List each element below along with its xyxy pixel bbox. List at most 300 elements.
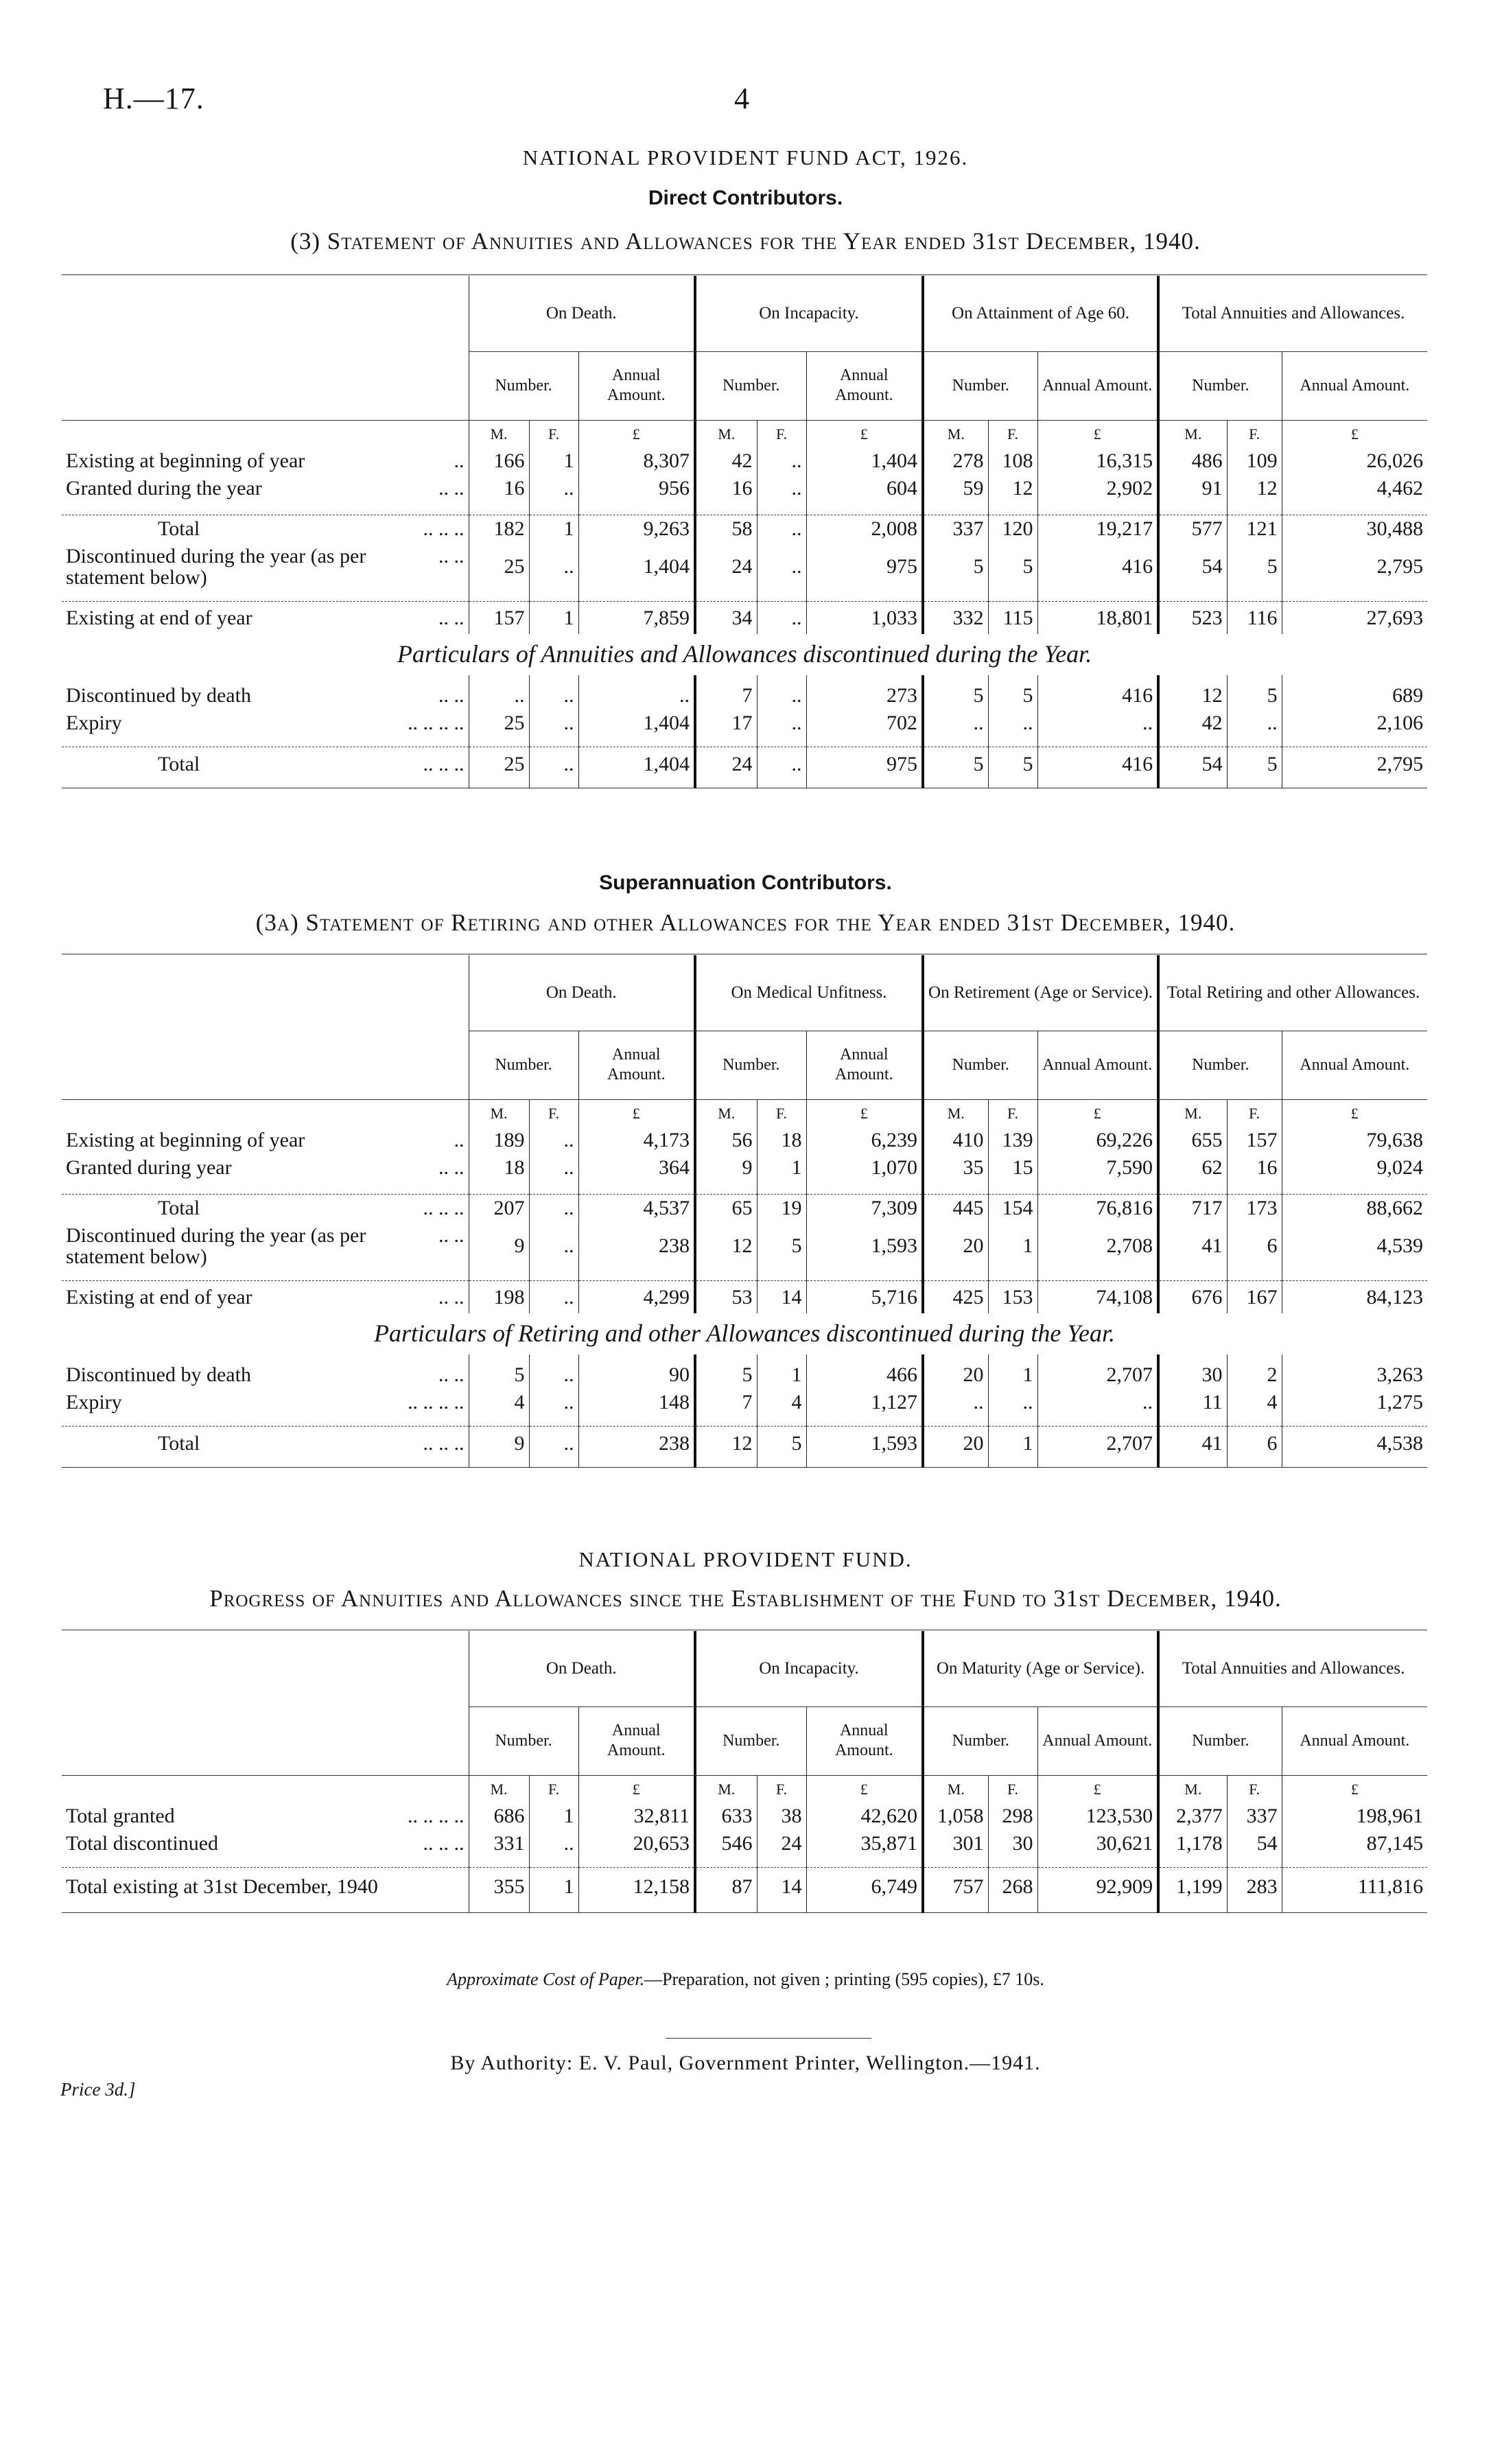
sec1-amount-header: Annual Amount. xyxy=(806,351,923,420)
table-cell: 268 xyxy=(988,1867,1037,1905)
table-cell: 167 xyxy=(1227,1280,1282,1313)
price-note: Price 3d.] xyxy=(60,2079,136,2100)
leader-dots: .. xyxy=(454,1129,465,1152)
cost-note xyxy=(0,1969,1491,1990)
table-cell: 1,404 xyxy=(578,747,695,781)
table-cell: 6 xyxy=(1227,1426,1282,1460)
table-cell: 42 xyxy=(1158,709,1227,737)
table-cell: 84,123 xyxy=(1282,1280,1427,1313)
section1-top-rule xyxy=(62,274,1427,275)
table-cell: .. xyxy=(757,709,806,737)
table-cell: 42,620 xyxy=(806,1803,923,1830)
table-cell: 7 xyxy=(695,682,757,709)
sec1-unit-label: M. xyxy=(695,420,757,447)
sec2-unit-label: F. xyxy=(757,1099,806,1127)
table-cell: 154 xyxy=(988,1194,1037,1221)
leader-dots: .. xyxy=(454,449,465,473)
table-cell: .. xyxy=(529,1426,578,1460)
table-cell: 2,795 xyxy=(1282,542,1427,591)
sec2-number-header: Number. xyxy=(1158,1031,1282,1099)
leader-dots: .. .. .. .. xyxy=(408,712,465,735)
leader-dots: .. .. xyxy=(438,1223,465,1247)
sec3-unit-label: £ xyxy=(578,1775,695,1803)
table-cell: 1 xyxy=(988,1361,1037,1389)
row-total xyxy=(62,515,1427,542)
table-cell: 27,693 xyxy=(1282,601,1427,634)
sec1-unit-label: F. xyxy=(988,420,1037,447)
row-discontinued-by-death-label: Discontinued by death xyxy=(66,1363,251,1387)
table-cell: 24 xyxy=(757,1830,806,1857)
table-cell: 5 xyxy=(988,747,1037,781)
cost-note-label: Approximate Cost of Paper. xyxy=(447,1969,645,1989)
sec3-unit-label: F. xyxy=(1227,1775,1282,1803)
table-cell: 5 xyxy=(988,542,1037,591)
sec3-group-header: On Death. xyxy=(469,1631,695,1706)
leader-dots: .. .. xyxy=(438,477,465,500)
table-cell: 69,226 xyxy=(1037,1127,1158,1154)
row-granted xyxy=(62,1154,1427,1182)
sec1-group-header: On Death. xyxy=(469,276,695,351)
sec1-number-header: Number. xyxy=(1158,351,1282,420)
table-cell: .. xyxy=(1227,709,1282,737)
table-cell: 6 xyxy=(1227,1221,1282,1271)
table-cell: 19 xyxy=(757,1194,806,1221)
table-cell: 466 xyxy=(806,1361,923,1389)
table-cell: 416 xyxy=(1037,682,1158,709)
table-cell: 17 xyxy=(695,709,757,737)
table-cell: 1 xyxy=(529,601,578,634)
table-cell: 79,638 xyxy=(1282,1127,1427,1154)
sec2-amount-header: Annual Amount. xyxy=(578,1031,695,1099)
table-cell: 25 xyxy=(469,709,529,737)
sec3-number-header: Number. xyxy=(1158,1706,1282,1775)
sec1-amount-header: Annual Amount. xyxy=(578,351,695,420)
row-total-granted-label: Total granted xyxy=(66,1805,175,1828)
table-cell: 238 xyxy=(578,1221,695,1271)
table-cell: 18 xyxy=(757,1127,806,1154)
table-cell: 12 xyxy=(988,475,1037,502)
table-cell: 956 xyxy=(578,475,695,502)
sec1-number-header: Number. xyxy=(923,351,1037,420)
sec2-group-header: On Retirement (Age or Service). xyxy=(923,955,1158,1031)
sec1-unit-label: M. xyxy=(469,420,529,447)
sec3-unit-label: M. xyxy=(923,1775,988,1803)
table-cell: 410 xyxy=(923,1127,988,1154)
table-cell: .. xyxy=(529,747,578,781)
table-cell: .. xyxy=(757,542,806,591)
leader-dots: .. .. xyxy=(438,544,465,567)
table-cell: 1,178 xyxy=(1158,1830,1227,1857)
row-existing-end-label: Existing at end of year xyxy=(66,606,253,629)
table-cell: 416 xyxy=(1037,542,1158,591)
sec1-unit-label: £ xyxy=(578,420,695,447)
table-cell: 5 xyxy=(1227,542,1282,591)
table-cell: 633 xyxy=(695,1803,757,1830)
table-cell: 604 xyxy=(806,475,923,502)
table-cell: 1,593 xyxy=(806,1221,923,1271)
table-cell: 123,530 xyxy=(1037,1803,1158,1830)
row-discontinued-label: Discontinued during the year (as per xyxy=(66,1223,366,1247)
table-cell: 4 xyxy=(469,1389,529,1416)
table-cell: .. xyxy=(529,542,578,591)
table-cell: 14 xyxy=(757,1867,806,1905)
table-cell: 4,537 xyxy=(578,1194,695,1221)
section3-table xyxy=(62,1631,1427,1913)
row-existing-end-label: Existing at end of year xyxy=(66,1285,253,1309)
table-cell: 58 xyxy=(695,515,757,542)
table-cell: 9 xyxy=(469,1221,529,1271)
table-cell: .. xyxy=(529,1389,578,1416)
table-cell: 41 xyxy=(1158,1221,1227,1271)
table-cell: 445 xyxy=(923,1194,988,1221)
sec3-unit-label: M. xyxy=(1158,1775,1227,1803)
table-cell: .. xyxy=(757,747,806,781)
sec2-unit-label: M. xyxy=(695,1099,757,1127)
table-cell: 157 xyxy=(1227,1127,1282,1154)
sec2-unit-label: £ xyxy=(1282,1099,1427,1127)
table-cell: 74,108 xyxy=(1037,1280,1158,1313)
page-number: 4 xyxy=(734,82,749,115)
table-cell: 2,377 xyxy=(1158,1803,1227,1830)
leader-dots: .. .. .. xyxy=(423,517,465,540)
sec1-amount-header: Annual Amount. xyxy=(1282,351,1427,420)
row-existing-beginning-label: Existing at beginning of year xyxy=(66,449,305,473)
table-cell: 546 xyxy=(695,1830,757,1857)
sec3-amount-header: Annual Amount. xyxy=(806,1706,923,1775)
table-cell: 173 xyxy=(1227,1194,1282,1221)
table-cell: 1 xyxy=(988,1426,1037,1460)
act-title: NATIONAL PROVIDENT FUND ACT, 1926. xyxy=(522,145,969,169)
row-particulars-total-label: Total xyxy=(158,1431,200,1455)
leader-dots: .. .. .. xyxy=(423,1196,465,1219)
table-cell: 4,299 xyxy=(578,1280,695,1313)
table-cell: .. xyxy=(529,1221,578,1271)
row-existing-beginning xyxy=(62,1127,1427,1154)
table-cell: 1 xyxy=(529,1867,578,1905)
row-discontinued-by-death-label: Discontinued by death xyxy=(66,684,251,707)
sec2-unit-label: F. xyxy=(529,1099,578,1127)
table-cell: 331 xyxy=(469,1830,529,1857)
row-discontinued-label: Discontinued during the year (as per xyxy=(66,544,366,567)
row-total-existing xyxy=(62,1867,1427,1905)
table-cell: 2,106 xyxy=(1282,709,1427,737)
table-cell: 34 xyxy=(695,601,757,634)
document-reference: H.—17. xyxy=(103,82,204,115)
table-cell: 90 xyxy=(578,1361,695,1389)
sec3-group-header: Total Annuities and Allowances. xyxy=(1158,1631,1427,1706)
table-cell: 30 xyxy=(988,1830,1037,1857)
table-cell: .. xyxy=(988,709,1037,737)
table-cell: 2,707 xyxy=(1037,1426,1158,1460)
table-cell: .. xyxy=(1037,709,1158,737)
table-cell: 1,593 xyxy=(806,1426,923,1460)
table-cell: 32,811 xyxy=(578,1803,695,1830)
table-cell: 20 xyxy=(923,1361,988,1389)
sec1-unit-label: £ xyxy=(1282,420,1427,447)
table-cell: .. xyxy=(1037,1389,1158,1416)
sec2-group-header: On Medical Unfitness. xyxy=(695,955,923,1031)
table-cell: 88,662 xyxy=(1282,1194,1427,1221)
table-cell: 486 xyxy=(1158,447,1227,475)
table-cell: .. xyxy=(529,709,578,737)
sec3-amount-header: Annual Amount. xyxy=(1037,1706,1158,1775)
sec1-unit-label: F. xyxy=(757,420,806,447)
table-cell: 30,488 xyxy=(1282,515,1427,542)
row-total-discontinued-label: Total discontinued xyxy=(66,1832,219,1855)
sec1-number-header: Number. xyxy=(695,351,806,420)
sec1-unit-label: £ xyxy=(806,420,923,447)
sec3-unit-label: £ xyxy=(1037,1775,1158,1803)
row-expiry xyxy=(62,1389,1427,1416)
table-cell: 35,871 xyxy=(806,1830,923,1857)
table-cell: 1 xyxy=(757,1154,806,1182)
table-cell: 5 xyxy=(757,1221,806,1271)
row-total-label: Total xyxy=(158,1196,200,1219)
leader-dots: .. .. .. .. xyxy=(408,1391,465,1414)
sec2-unit-label: M. xyxy=(469,1099,529,1127)
sec1-unit-label: £ xyxy=(1037,420,1158,447)
sec2-unit-label: F. xyxy=(1227,1099,1282,1127)
table-cell: 76,816 xyxy=(1037,1194,1158,1221)
table-cell: 5 xyxy=(923,747,988,781)
table-cell: 425 xyxy=(923,1280,988,1313)
row-existing-beginning-label: Existing at beginning of year xyxy=(66,1129,305,1152)
table-cell: 3,263 xyxy=(1282,1361,1427,1389)
table-cell: .. xyxy=(529,1127,578,1154)
table-cell: 157 xyxy=(469,601,529,634)
sec3-unit-label: M. xyxy=(469,1775,529,1803)
table-cell: 1,033 xyxy=(806,601,923,634)
table-cell: 207 xyxy=(469,1194,529,1221)
table-cell: 5 xyxy=(1227,747,1282,781)
row-expiry xyxy=(62,709,1427,737)
table-cell: 26,026 xyxy=(1282,447,1427,475)
sec2-unit-label: £ xyxy=(1037,1099,1158,1127)
leader-dots: .. .. xyxy=(438,1285,465,1309)
table-cell: 24 xyxy=(695,747,757,781)
section2-subtitle: Superannuation Contributors. xyxy=(599,871,892,894)
table-cell: 238 xyxy=(578,1426,695,1460)
leader-dots: .. .. xyxy=(438,606,465,629)
printer-authority: By Authority: E. V. Paul, Government Printer, Wellington.—1941. xyxy=(450,2052,1041,2074)
table-cell: 1,070 xyxy=(806,1154,923,1182)
table-cell: .. xyxy=(529,1194,578,1221)
row-expiry-label: Expiry xyxy=(66,1391,122,1414)
leader-dots: .. .. .. xyxy=(423,1832,465,1855)
table-cell: 12 xyxy=(695,1221,757,1271)
table-cell: 115 xyxy=(988,601,1037,634)
table-cell: 30 xyxy=(1158,1361,1227,1389)
section3-title: Progress of Annuities and Allowances since the Establishment of the Fund to 31st December, 1940. xyxy=(209,1585,1282,1612)
table-cell: 9,024 xyxy=(1282,1154,1427,1182)
section1-subtitle: Direct Contributors. xyxy=(648,187,843,209)
table-cell: 16 xyxy=(695,475,757,502)
table-cell: .. xyxy=(757,601,806,634)
sec3-group-header: On Incapacity. xyxy=(695,1631,923,1706)
table-cell: 5 xyxy=(469,1361,529,1389)
cost-note-text: —Preparation, not given ; printing (595 copies), £7 10s. xyxy=(644,1969,1044,1989)
table-cell: 4,173 xyxy=(578,1127,695,1154)
sec1-particulars-title: Particulars of Annuities and Allowances discontinued during the Year. xyxy=(397,640,1092,668)
table-cell: 12 xyxy=(695,1426,757,1460)
sec1-amount-header: Annual Amount. xyxy=(1037,351,1158,420)
sec2-unit-label: £ xyxy=(578,1099,695,1127)
table-cell: 655 xyxy=(1158,1127,1227,1154)
table-cell: 301 xyxy=(923,1830,988,1857)
table-cell: 166 xyxy=(469,447,529,475)
table-cell: .. xyxy=(529,1361,578,1389)
table-cell: 92,909 xyxy=(1037,1867,1158,1905)
table-cell: 283 xyxy=(1227,1867,1282,1905)
table-cell: 41 xyxy=(1158,1426,1227,1460)
sec1-group-header: On Attainment of Age 60. xyxy=(923,276,1158,351)
table-cell: 975 xyxy=(806,542,923,591)
table-cell: 1 xyxy=(529,515,578,542)
table-cell: 18,801 xyxy=(1037,601,1158,634)
table-cell: 4 xyxy=(757,1389,806,1416)
table-cell: 87,145 xyxy=(1282,1830,1427,1857)
table-cell: 139 xyxy=(988,1127,1037,1154)
sec2-amount-header: Annual Amount. xyxy=(1282,1031,1427,1099)
table-cell: 1,058 xyxy=(923,1803,988,1830)
table-cell: 523 xyxy=(1158,601,1227,634)
row-existing-end xyxy=(62,1280,1427,1313)
table-cell: 7,309 xyxy=(806,1194,923,1221)
footer-rule xyxy=(666,2038,871,2039)
table-cell: 2,707 xyxy=(1037,1361,1158,1389)
sec3-unit-label: M. xyxy=(695,1775,757,1803)
table-cell: .. xyxy=(529,1280,578,1313)
table-cell: 2,708 xyxy=(1037,1221,1158,1271)
table-cell: 9,263 xyxy=(578,515,695,542)
table-cell: .. xyxy=(757,447,806,475)
table-cell: 273 xyxy=(806,682,923,709)
table-cell: 16 xyxy=(1227,1154,1282,1182)
section1-table xyxy=(62,276,1427,788)
table-cell: 5 xyxy=(1227,682,1282,709)
table-cell: 16,315 xyxy=(1037,447,1158,475)
table-cell: 91 xyxy=(1158,475,1227,502)
sec2-group-header: On Death. xyxy=(469,955,695,1031)
sec3-amount-header: Annual Amount. xyxy=(1282,1706,1427,1775)
row-total-label: Total xyxy=(158,517,200,540)
sec3-unit-label: £ xyxy=(806,1775,923,1803)
table-cell: 116 xyxy=(1227,601,1282,634)
table-cell: 198 xyxy=(469,1280,529,1313)
table-cell: 30,621 xyxy=(1037,1830,1158,1857)
row-existing-beginning xyxy=(62,447,1427,475)
table-cell: 7,859 xyxy=(578,601,695,634)
table-cell: 2 xyxy=(1227,1361,1282,1389)
table-cell: 189 xyxy=(469,1127,529,1154)
table-cell: 20 xyxy=(923,1221,988,1271)
table-cell: 9 xyxy=(469,1426,529,1460)
table-cell: 7 xyxy=(695,1389,757,1416)
table-cell: .. xyxy=(923,1389,988,1416)
sec2-unit-label: M. xyxy=(923,1099,988,1127)
sec3-unit-label: F. xyxy=(529,1775,578,1803)
row-discontinued-by-death xyxy=(62,682,1427,709)
row-total-existing-label: Total existing at 31st December, 1940 xyxy=(66,1875,378,1898)
leader-dots: .. .. .. xyxy=(423,752,465,775)
table-cell: 42 xyxy=(695,447,757,475)
table-cell: 577 xyxy=(1158,515,1227,542)
table-cell: .. xyxy=(578,682,695,709)
table-cell: 1,404 xyxy=(578,709,695,737)
table-cell: .. xyxy=(529,682,578,709)
row-expiry-label: Expiry xyxy=(66,712,122,735)
sec3-number-header: Number. xyxy=(923,1706,1037,1775)
table-cell: 676 xyxy=(1158,1280,1227,1313)
sec2-unit-label: £ xyxy=(806,1099,923,1127)
table-cell: 24 xyxy=(695,542,757,591)
table-cell: 337 xyxy=(923,515,988,542)
table-cell: 2,008 xyxy=(806,515,923,542)
table-cell: .. xyxy=(988,1389,1037,1416)
table-cell: 5 xyxy=(923,682,988,709)
table-cell: 2,902 xyxy=(1037,475,1158,502)
table-cell: 20,653 xyxy=(578,1830,695,1857)
table-cell: 1 xyxy=(529,447,578,475)
table-cell: 54 xyxy=(1158,542,1227,591)
row-granted-label: Granted during year xyxy=(66,1156,232,1180)
table-cell: 975 xyxy=(806,747,923,781)
leader-dots: .. .. xyxy=(438,684,465,707)
table-cell: 109 xyxy=(1227,447,1282,475)
table-cell: 717 xyxy=(1158,1194,1227,1221)
table-cell: 198,961 xyxy=(1282,1803,1427,1830)
table-cell: 757 xyxy=(923,1867,988,1905)
table-cell: 108 xyxy=(988,447,1037,475)
sec1-unit-label: F. xyxy=(1227,420,1282,447)
sec2-number-header: Number. xyxy=(923,1031,1037,1099)
table-cell: 62 xyxy=(1158,1154,1227,1182)
table-cell: 6,239 xyxy=(806,1127,923,1154)
sec1-unit-label: F. xyxy=(529,420,578,447)
table-cell: 54 xyxy=(1227,1830,1282,1857)
table-cell: .. xyxy=(469,682,529,709)
row-granted xyxy=(62,475,1427,502)
row-discontinued xyxy=(62,542,1427,591)
sec1-number-header: Number. xyxy=(469,351,578,420)
table-cell: 332 xyxy=(923,601,988,634)
sec3-unit-label: £ xyxy=(1282,1775,1427,1803)
table-cell: 337 xyxy=(1227,1803,1282,1830)
table-cell: 1 xyxy=(529,1803,578,1830)
table-cell: 5 xyxy=(757,1426,806,1460)
table-cell: 686 xyxy=(469,1803,529,1830)
sec2-unit-label: F. xyxy=(988,1099,1037,1127)
table-cell: 1 xyxy=(988,1221,1037,1271)
table-cell: .. xyxy=(923,709,988,737)
sec2-amount-header: Annual Amount. xyxy=(806,1031,923,1099)
table-cell: 1 xyxy=(757,1361,806,1389)
table-cell: 53 xyxy=(695,1280,757,1313)
table-cell: 111,816 xyxy=(1282,1867,1427,1905)
section1-title: (3) Statement of Annuities and Allowances for the Year ended 31st December, 1940. xyxy=(290,228,1201,255)
row-discontinued-by-death xyxy=(62,1361,1427,1389)
table-cell: 4 xyxy=(1227,1389,1282,1416)
row-particulars-total-label: Total xyxy=(158,752,200,775)
row-existing-end xyxy=(62,601,1427,634)
table-cell: .. xyxy=(529,1830,578,1857)
table-cell: 148 xyxy=(578,1389,695,1416)
table-cell: 18 xyxy=(469,1154,529,1182)
table-cell: 5,716 xyxy=(806,1280,923,1313)
table-cell: .. xyxy=(529,1154,578,1182)
table-cell: 4,462 xyxy=(1282,475,1427,502)
sec1-group-header: On Incapacity. xyxy=(695,276,923,351)
